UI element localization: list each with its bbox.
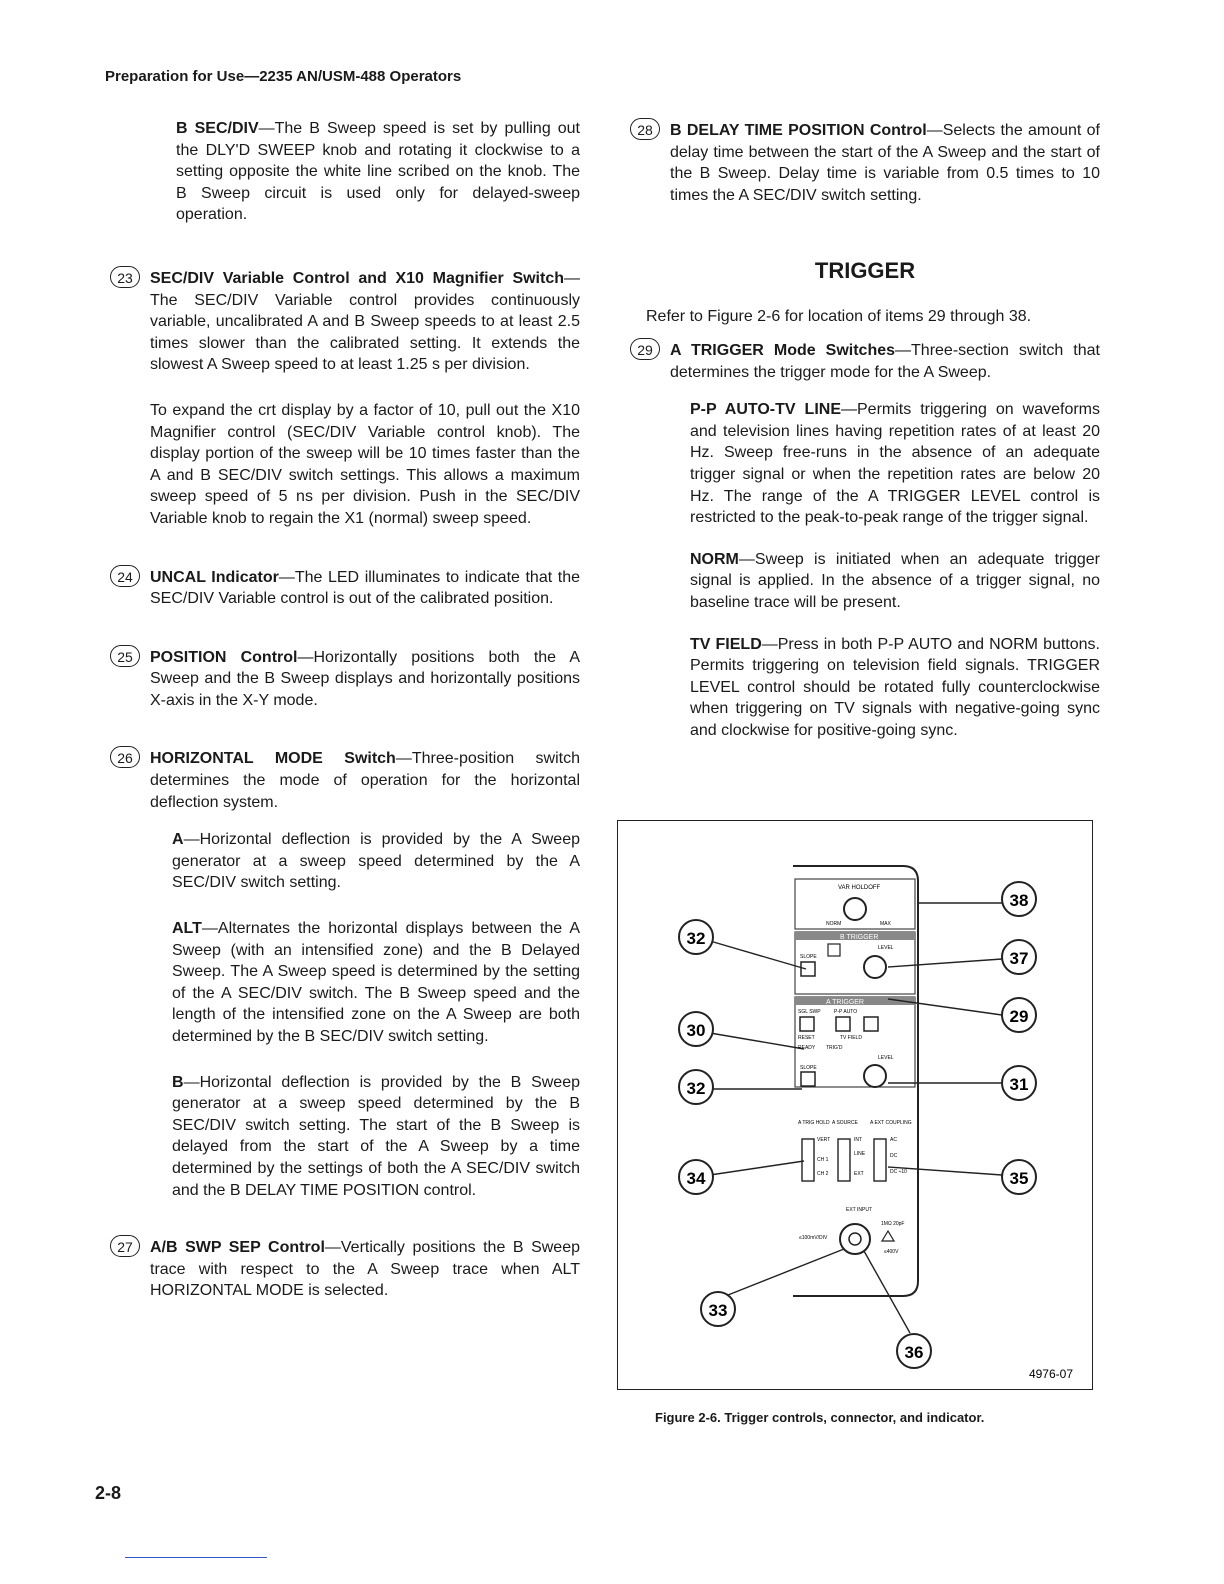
left-column bbox=[110, 118, 580, 1302]
callout-32a-text: 32 bbox=[686, 929, 706, 948]
callout-37-text: 37 bbox=[1009, 949, 1029, 968]
mode-alt-text: —Alternates the horizontal displays between the A Sweep (with an intensified zone) and the B Delayed Sweep. The A Sweep speed is determined by the setting of the A SEC/DIV switch. The B Sweep speed and the length of the intensified zone on the A Sweep are both determined by the B SEC/DIV switch setting. bbox=[172, 920, 580, 1045]
callout-32-top bbox=[679, 920, 713, 954]
item-26-text: —Three-position switch determines the mode of operation for the horizontal deflection system. bbox=[150, 750, 581, 811]
b-secdiv-title: B SEC/DIV bbox=[176, 120, 259, 137]
trigd-label: TRIG'D bbox=[826, 1045, 843, 1051]
ppauto-title: P-P AUTO-TV LINE bbox=[690, 401, 841, 419]
refer-paragraph: Refer to Figure 2-6 for location of items 29 through 38. bbox=[646, 308, 1032, 326]
item-29-text: —Three-section switch that determines the trigger mode for the A Sweep. bbox=[670, 341, 1100, 381]
callout-30 bbox=[679, 1012, 713, 1046]
connector-center bbox=[849, 1233, 861, 1245]
a-source-label: A SOURCE bbox=[832, 1120, 858, 1126]
sgl-swp-button bbox=[800, 1017, 814, 1031]
scan-artifact-line bbox=[125, 1557, 267, 1558]
callout-29-text: 29 bbox=[1009, 1007, 1029, 1026]
item-25-text: —Horizontally positions both the A Sweep and the B Sweep displays and horizontally positions X-axis in the X-Y mode. bbox=[150, 648, 580, 709]
a-source-switch bbox=[838, 1139, 850, 1181]
ac-label: AC bbox=[890, 1137, 897, 1143]
item-27-text: —Vertically positions the B Sweep trace with respect to the A Sweep trace when ALT HORIZONTAL MODE is selected. bbox=[150, 1239, 580, 1300]
b-slope-button bbox=[801, 962, 815, 976]
item-26-paragraph bbox=[150, 748, 580, 813]
item-24-title: UNCAL Indicator bbox=[150, 568, 279, 586]
reset-label: RESET bbox=[798, 1035, 815, 1041]
callout-23: 23 bbox=[110, 266, 140, 288]
leader-33 bbox=[728, 1249, 844, 1295]
figure-2-6 bbox=[617, 820, 1093, 1390]
mode-alt-paragraph bbox=[172, 918, 580, 1048]
item-29-paragraph bbox=[670, 340, 1100, 383]
ch1-label: CH 1 bbox=[817, 1157, 829, 1163]
div-note-label: ≤100mV/DIV bbox=[799, 1235, 828, 1241]
leader-36 bbox=[864, 1251, 910, 1333]
var-holdoff-label: VAR HOLDOFF bbox=[838, 885, 881, 891]
item-27-title: A/B SWP SEP Control bbox=[150, 1239, 325, 1257]
tvfield-text: —Press in both P-P AUTO and NORM buttons. Permits triggering on television field signals. TRIGGER LEVEL control should be rotated fully counterclockwise when triggering on TV signals with negative-going sync and clockwise for positive-going sync. bbox=[690, 635, 1100, 739]
vert-label: VERT bbox=[817, 1137, 831, 1143]
trigger-heading: TRIGGER bbox=[814, 258, 916, 284]
callout-34 bbox=[679, 1160, 713, 1194]
callout-37 bbox=[1002, 940, 1036, 974]
ppauto-paragraph bbox=[690, 399, 1100, 529]
callout-33 bbox=[701, 1292, 735, 1326]
mode-a-title: A bbox=[172, 831, 184, 849]
item-23-text: —The SEC/DIV Variable control provides continuously variable, uncalibrated A and B Sweep speeds to at least 2.5 times slower than the calibrated setting. It extends the slowest A Sweep speed to at least 1.25 s per division. bbox=[150, 269, 580, 374]
norm-paragraph bbox=[690, 549, 1100, 614]
a-trig-hold-label: A TRIG HOLD bbox=[798, 1120, 830, 1126]
callout-33-text: 33 bbox=[708, 1301, 728, 1320]
holdoff-norm-label: NORM bbox=[826, 921, 842, 927]
callout-35-text: 35 bbox=[1009, 1169, 1029, 1188]
trig-hold-switch bbox=[802, 1139, 814, 1181]
item-24 bbox=[110, 567, 580, 610]
callout-31-text: 31 bbox=[1009, 1075, 1029, 1094]
figure-id: 4976-07 bbox=[1028, 1367, 1073, 1381]
callout-38-text: 38 bbox=[1009, 891, 1029, 910]
callout-25: 25 bbox=[110, 645, 140, 667]
a-ext-coupling-switch bbox=[874, 1139, 886, 1181]
callout-36 bbox=[897, 1334, 931, 1368]
max-v-label: ≤400V bbox=[884, 1249, 899, 1255]
callout-32-bottom bbox=[679, 1070, 713, 1104]
item-27 bbox=[110, 1237, 580, 1302]
mode-a-paragraph bbox=[172, 829, 580, 894]
mode-b-title: B bbox=[172, 1073, 184, 1091]
ready-label: READY bbox=[798, 1045, 816, 1051]
callout-29 bbox=[1002, 998, 1036, 1032]
b-source-button bbox=[828, 944, 840, 956]
mode-b-paragraph bbox=[172, 1072, 580, 1202]
callout-35 bbox=[1002, 1160, 1036, 1194]
mode-b-text: —Horizontal deflection is provided by the B Sweep generator at a sweep speed determined by the B SEC/DIV switch setting. The start of the B Sweep is delayed from the start of the A Sweep by a time determined by the settings of both the A SEC/DIV switch and the B DELAY TIME POSITION control. bbox=[172, 1073, 580, 1199]
b-slope-label: SLOPE bbox=[800, 954, 817, 960]
callout-38 bbox=[1002, 882, 1036, 916]
tv-field-label: TV FIELD bbox=[840, 1035, 862, 1041]
pp-auto-button bbox=[836, 1017, 850, 1031]
b-secdiv-paragraph bbox=[176, 118, 580, 226]
ext-input-connector bbox=[840, 1224, 870, 1254]
item-29 bbox=[630, 340, 1100, 383]
item-28-text: —Selects the amount of delay time between the start of the A Sweep and the start of the B Sweep. Delay time is variable from 0.5 times to 10 times the A SEC/DIV switch setting. bbox=[670, 122, 1100, 204]
imped-label: 1MΩ 20pF bbox=[881, 1221, 905, 1227]
a-slope-button bbox=[801, 1072, 815, 1086]
item-25 bbox=[110, 647, 580, 712]
item-27-paragraph bbox=[150, 1237, 580, 1302]
item-25-title: POSITION Control bbox=[150, 648, 298, 666]
a-level-knob bbox=[864, 1065, 886, 1087]
warning-triangle-icon bbox=[882, 1231, 894, 1241]
callout-27: 27 bbox=[110, 1235, 140, 1257]
right-column bbox=[630, 120, 1100, 741]
item-29-title: A TRIGGER Mode Switches bbox=[670, 341, 896, 359]
ppauto-text: —Permits triggering on waveforms and television lines having repetition rates of at least 20 Hz. Sweep free-runs in the absence of an adequate trigger signal or when the repetition rates are below 20 Hz. The range of the A TRIGGER LEVEL control is restricted to the peak-to-peak range of the trigger signal. bbox=[690, 401, 1100, 527]
b-trigger-section bbox=[795, 932, 915, 994]
norm-text: —Sweep is initiated when an adequate trigger signal is applied. In the absence of a trigger signal, no baseline trace will be present. bbox=[690, 550, 1100, 611]
line-label: LINE bbox=[854, 1151, 866, 1157]
item-25-paragraph bbox=[150, 647, 580, 712]
callout-29: 29 bbox=[630, 338, 660, 360]
item-23 bbox=[110, 268, 580, 530]
callout-34-text: 34 bbox=[686, 1169, 706, 1188]
leader-32-top bbox=[710, 941, 806, 969]
item-26-title: HORIZONTAL MODE Switch bbox=[150, 750, 396, 768]
tvfield-paragraph bbox=[690, 634, 1100, 742]
a-level-label: LEVEL bbox=[878, 1055, 894, 1061]
callout-26: 26 bbox=[110, 746, 140, 768]
leader-30 bbox=[710, 1033, 804, 1049]
item-28 bbox=[630, 120, 1100, 206]
callout-30-text: 30 bbox=[686, 1021, 706, 1040]
panel-outline bbox=[793, 866, 918, 1296]
item-24-text: —The LED illuminates to indicate that the SEC/DIV Variable control is out of the calibrated position. bbox=[150, 568, 580, 608]
trigger-panel-illustration bbox=[618, 821, 1091, 1388]
b-secdiv-text: —The B Sweep speed is set by pulling out the DLY'D SWEEP knob and rotating it clockwise to a setting opposite the white line scribed on the knob. The B Sweep circuit is used only for delayed-sweep operation. bbox=[176, 120, 581, 224]
ch2-label: CH 2 bbox=[817, 1171, 829, 1177]
tvfield-title: TV FIELD bbox=[690, 635, 762, 653]
holdoff-knob bbox=[844, 898, 866, 920]
a-slope-label: SLOPE bbox=[800, 1065, 817, 1071]
b-level-knob bbox=[864, 956, 886, 978]
callout-28: 28 bbox=[630, 118, 660, 140]
item-23-paragraph bbox=[150, 268, 580, 376]
leader-37 bbox=[888, 959, 1002, 967]
dc-div10-label: DC ÷10 bbox=[890, 1169, 907, 1175]
mode-a-text: —Horizontal deflection is provided by the A Sweep generator at a sweep speed determined by the A SEC/DIV switch setting. bbox=[172, 831, 580, 892]
int-label: INT bbox=[854, 1137, 863, 1143]
norm-title: NORM bbox=[690, 550, 739, 568]
item-24-paragraph bbox=[150, 567, 580, 610]
dc-label: DC bbox=[890, 1153, 898, 1159]
callout-36-text: 36 bbox=[904, 1343, 924, 1362]
sgl-swp-label: SGL SWP bbox=[798, 1009, 821, 1015]
norm-button bbox=[864, 1017, 878, 1031]
mode-alt-title: ALT bbox=[172, 920, 202, 938]
leader-34 bbox=[710, 1161, 804, 1175]
callout-24: 24 bbox=[110, 565, 140, 587]
item-23-title: SEC/DIV Variable Control and X10 Magnifier Switch bbox=[150, 269, 564, 287]
running-header: Preparation for Use—2235 AN/USM-488 Operators bbox=[105, 68, 462, 85]
item-26 bbox=[110, 748, 580, 813]
pp-auto-label: P-P AUTO bbox=[834, 1009, 858, 1015]
item-28-title: B DELAY TIME POSITION Control bbox=[670, 122, 927, 139]
callout-31 bbox=[1002, 1066, 1036, 1100]
figure-caption: Figure 2-6. Trigger controls, connector, and indicator. bbox=[655, 1410, 985, 1425]
leader-29 bbox=[888, 999, 1002, 1015]
callout-32b-text: 32 bbox=[686, 1079, 706, 1098]
expand-paragraph: To expand the crt display by a factor of 10, pull out the X10 Magnifier control (SEC/DIV Variable control knob). The display portion of the sweep will be 10 times faster than the A and B SEC/DIV switch settings. This allows a maximum sweep speed of 5 ns per division. Push in the SEC/DIV Variable knob to regain the X1 (normal) sweep speed. bbox=[150, 401, 580, 527]
item-28-paragraph bbox=[670, 120, 1100, 206]
page-number: 2-8 bbox=[95, 1483, 122, 1503]
b-level-label: LEVEL bbox=[878, 945, 894, 951]
ext-label: EXT bbox=[854, 1171, 864, 1177]
ext-input-label: EXT INPUT bbox=[846, 1207, 873, 1213]
a-ext-coupling-label: A EXT COUPLING bbox=[870, 1120, 912, 1126]
a-trigger-label: A TRIGGER bbox=[826, 999, 864, 1006]
holdoff-max-label: MAX bbox=[880, 921, 891, 927]
b-trigger-label: B TRIGGER bbox=[840, 934, 879, 941]
